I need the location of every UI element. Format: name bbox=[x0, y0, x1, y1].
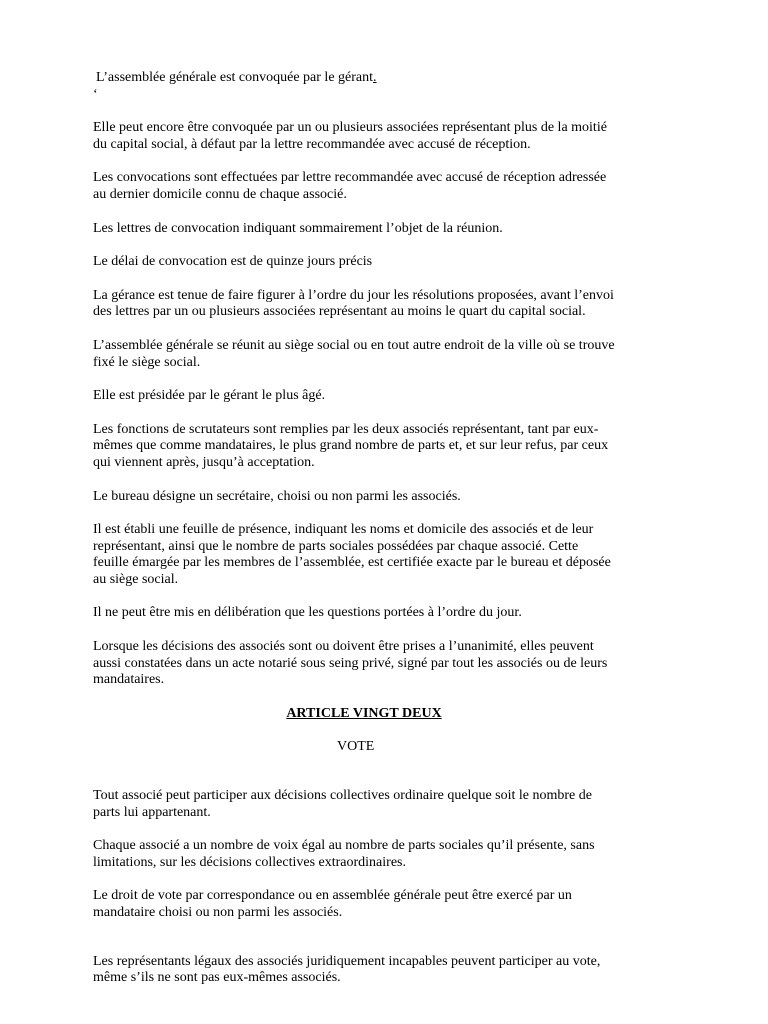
paragraph-line: au siège social. bbox=[93, 571, 179, 587]
paragraph bbox=[93, 522, 683, 588]
paragraph-line: Le délai de convocation est de quinze jours précis bbox=[93, 254, 373, 270]
paragraph-line: Il ne peut être mis en délibération que les questions portées à l’ordre du jour. bbox=[93, 605, 522, 621]
document-body bbox=[93, 70, 683, 987]
paragraph-line: Le bureau désigne un secrétaire, choisi ou non parmi les associés. bbox=[93, 488, 461, 504]
paragraph-line: feuille émargée par les membres de l’assemblée, est certifiée exacte par le bureau et déposée bbox=[93, 555, 611, 571]
paragraph bbox=[93, 388, 683, 405]
paragraph-line: parts lui appartenant. bbox=[93, 804, 211, 820]
paragraph bbox=[93, 338, 683, 371]
paragraph-line: Les fonctions de scrutateurs sont remplies par les deux associés représentant, tant par eux- bbox=[93, 421, 599, 437]
paragraph-line: représentant, ainsi que le nombre de parts sociales possédées par chaque associé. Cette bbox=[93, 538, 579, 554]
paragraph-line: mandataires. bbox=[93, 672, 165, 688]
article-subheading: VOTE bbox=[337, 739, 375, 755]
paragraph-line: L’assemblée générale se réunit au siège social ou en tout autre endroit de la ville où se trouve bbox=[93, 337, 615, 353]
paragraph-line: au dernier domicile connu de chaque associé. bbox=[93, 186, 347, 202]
paragraph bbox=[93, 170, 683, 203]
paragraph-line: qui viennent après, jusqu’à acceptation. bbox=[93, 454, 315, 470]
paragraph bbox=[93, 605, 683, 622]
paragraph-line: Les lettres de convocation indiquant sommairement l’objet de la réunion. bbox=[93, 220, 503, 236]
paragraph-line: Elle est présidée par le gérant le plus âgé. bbox=[93, 388, 326, 404]
paragraph bbox=[93, 788, 683, 821]
paragraph-line: Tout associé peut participer aux décisions collectives ordinaire quelque soit le nombre de bbox=[93, 788, 592, 804]
paragraph bbox=[93, 639, 683, 689]
paragraph-line: même s’ils ne sont pas eux-mêmes associés. bbox=[93, 970, 341, 986]
stray-quote-mark: ‘ bbox=[93, 86, 98, 102]
paragraph bbox=[93, 120, 683, 153]
intro-period: . bbox=[373, 70, 377, 85]
paragraph bbox=[93, 838, 683, 871]
paragraph-line: limitations, sur les décisions collectives extraordinaires. bbox=[93, 854, 406, 870]
intro-line bbox=[93, 70, 683, 87]
paragraph-line: mêmes que comme mandataires, le plus grand nombre de parts et, et sur leur refus, par ceux bbox=[93, 438, 609, 454]
paragraph bbox=[93, 489, 683, 506]
paragraph-line: mandataire choisi ou non parmi les associés. bbox=[93, 905, 343, 920]
intro-text: L’assemblée générale est convoquée par le gérant bbox=[96, 70, 374, 85]
paragraphs-before-article bbox=[93, 103, 683, 689]
paragraph-line: Il est établi une feuille de présence, indiquant les noms et domicile des associés et de leur bbox=[93, 522, 594, 538]
paragraph-line: fixé le siège social. bbox=[93, 354, 201, 370]
paragraph bbox=[93, 888, 683, 921]
paragraph-line: Lorsque les décisions des associés sont ou doivent être prises a l’unanimité, elles peuvent bbox=[93, 639, 594, 655]
paragraph-line: Chaque associé a un nombre de voix égal au nombre de parts sociales qu’il présente, sans bbox=[93, 838, 595, 854]
paragraph-line: Les convocations sont effectuées par lettre recommandée avec accusé de réception adressée bbox=[93, 170, 607, 186]
article-heading: ARTICLE VINGT DEUX bbox=[286, 705, 442, 721]
paragraph-line: du capital social, à défaut par la lettre recommandée avec accusé de réception. bbox=[93, 136, 531, 152]
paragraph-line: aussi constatées dans un acte notarié sous seing privé, signé par tout les associés ou de leurs bbox=[93, 655, 608, 671]
paragraph bbox=[93, 288, 683, 321]
paragraph-line: Les représentants légaux des associés juridiquement incapables peuvent participer au vote, bbox=[93, 953, 601, 969]
paragraph-line: La gérance est tenue de faire figurer à l’ordre du jour les résolutions proposées, avant l’envoi bbox=[93, 287, 614, 303]
paragraph bbox=[93, 422, 683, 472]
paragraph-line: des lettres par un ou plusieurs associées représentant au moins le quart du capital social. bbox=[93, 304, 586, 320]
paragraph bbox=[93, 254, 683, 271]
paragraph-line: Le droit de vote par correspondance ou en assemblée générale peut être exercé par un bbox=[93, 888, 572, 904]
last-paragraph bbox=[93, 954, 683, 987]
paragraphs-after-article bbox=[93, 788, 683, 922]
paragraph-line: Elle peut encore être convoquée par un ou plusieurs associées représentant plus de la moitié bbox=[93, 120, 607, 136]
paragraph bbox=[93, 221, 683, 238]
